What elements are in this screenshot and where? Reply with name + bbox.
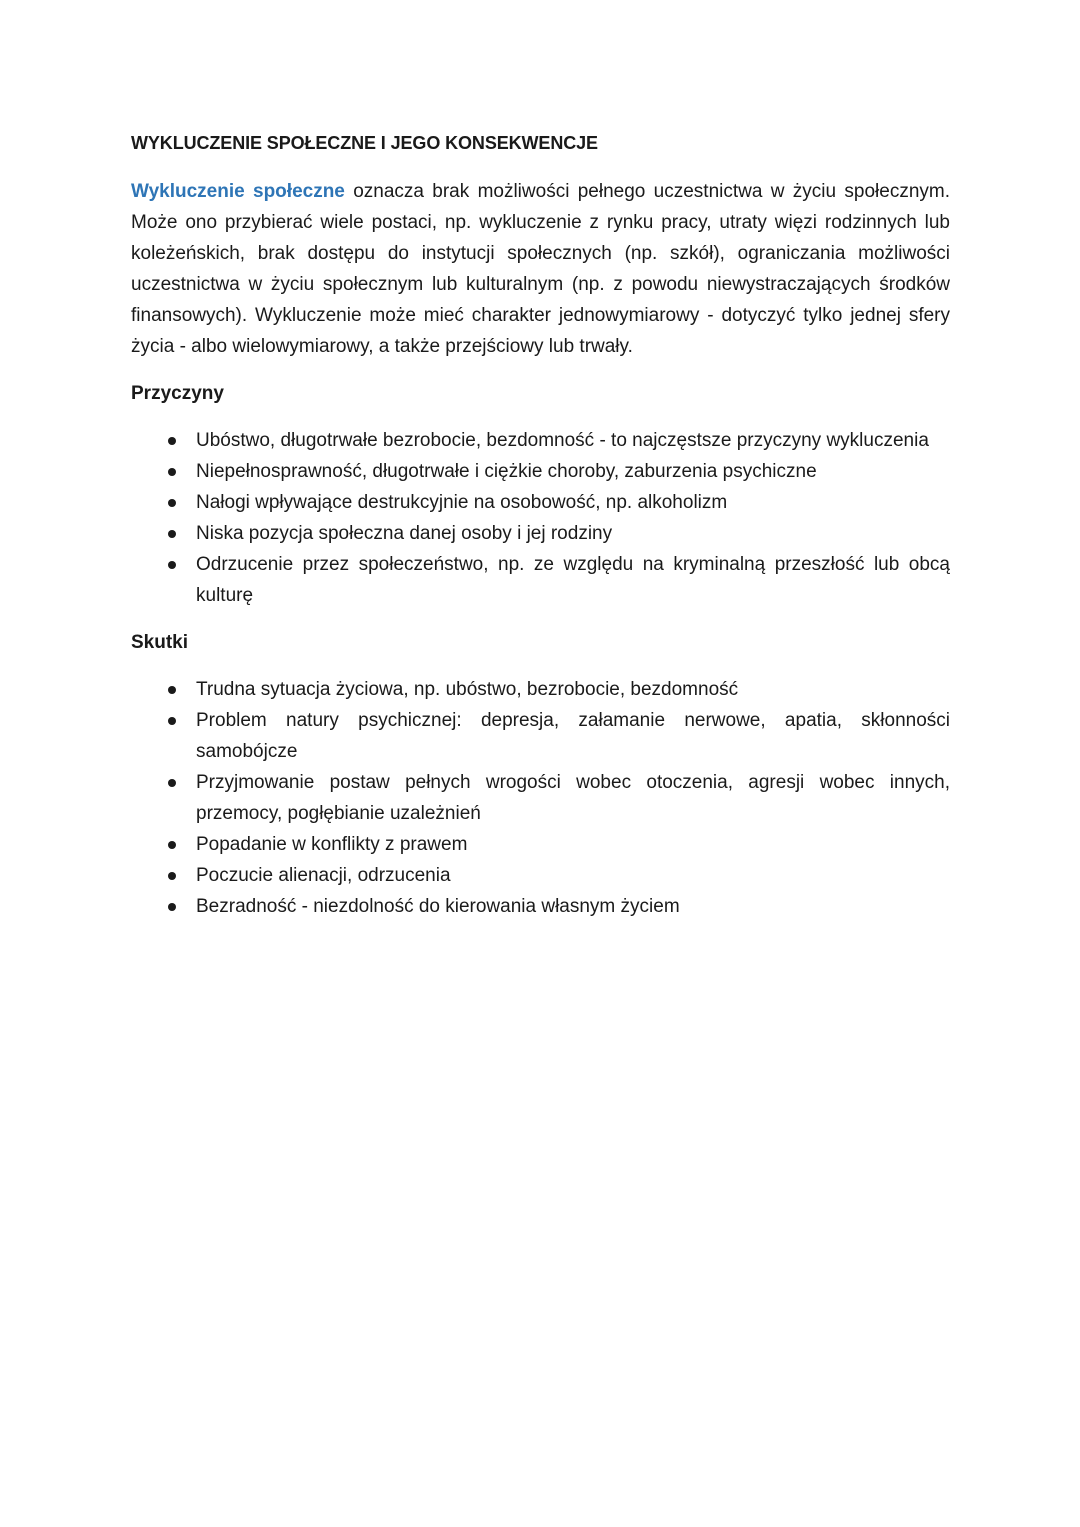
causes-heading: Przyczyny bbox=[131, 383, 224, 404]
list-item-text: Nałogi wpływające destrukcyjnie na osobowość, np. alkoholizm bbox=[196, 492, 728, 513]
list-item bbox=[131, 767, 950, 829]
list-item-text: Niska pozycja społeczna danej osoby i jej rodziny bbox=[196, 523, 613, 544]
document-title: WYKLUCZENIE SPOŁECZNE I JEGO KONSEKWENCJE bbox=[131, 133, 598, 153]
effects-list bbox=[131, 674, 950, 922]
list-item bbox=[131, 487, 950, 518]
intro-paragraph bbox=[131, 176, 950, 362]
document-page bbox=[131, 128, 950, 938]
list-item-text: Odrzucenie przez społeczeństwo, np. ze względu na kryminalną przeszłość lub obcą kulturę bbox=[196, 554, 950, 606]
list-item-text: Popadanie w konflikty z prawem bbox=[196, 834, 468, 855]
intro-text: oznacza brak możliwości pełnego uczestnictwa w życiu społecznym. Może ono przybierać wiele postaci, np. wykluczenie z rynku pracy, utraty więzi rodzinnych lub koleżeńskich, brak dostępu do instytucji społecznych (np. szkół), ograniczania możliwości uczestnictwa w życiu społecznym lub kulturalnym (np. z powodu niewystraczających środków finansowych). Wykluczenie może mieć charakter jednowymiarowy - dotyczyć tylko jednej sfery życia - albo wielowymiarowy, a także przejściowy lub trwały. bbox=[131, 181, 950, 357]
list-item bbox=[131, 860, 950, 891]
list-item bbox=[131, 891, 950, 922]
bullet-icon bbox=[168, 468, 176, 476]
list-item bbox=[131, 456, 950, 487]
effects-heading: Skutki bbox=[131, 632, 189, 653]
bullet-icon bbox=[168, 561, 176, 569]
key-term: Wykluczenie społeczne bbox=[131, 181, 345, 202]
list-item bbox=[131, 829, 950, 860]
list-item-text: Trudna sytuacja życiowa, np. ubóstwo, bezrobocie, bezdomność bbox=[196, 679, 739, 700]
bullet-icon bbox=[168, 779, 176, 787]
list-item-text: Ubóstwo, długotrwałe bezrobocie, bezdomność - to najczęstsze przyczyny wykluczenia bbox=[196, 430, 929, 451]
list-item bbox=[131, 674, 950, 705]
bullet-icon bbox=[168, 872, 176, 880]
list-item bbox=[131, 425, 950, 456]
bullet-icon bbox=[168, 717, 176, 725]
causes-list bbox=[131, 425, 950, 611]
bullet-icon bbox=[168, 686, 176, 694]
list-item-text: Bezradność - niezdolność do kierowania własnym życiem bbox=[196, 896, 680, 917]
list-item bbox=[131, 549, 950, 611]
list-item bbox=[131, 518, 950, 549]
list-item-text: Niepełnosprawność, długotrwałe i ciężkie choroby, zaburzenia psychiczne bbox=[196, 461, 817, 482]
bullet-icon bbox=[168, 437, 176, 445]
list-item-text: Problem natury psychicznej: depresja, załamanie nerwowe, apatia, skłonności samobójcze bbox=[196, 710, 950, 762]
list-item-text: Przyjmowanie postaw pełnych wrogości wobec otoczenia, agresji wobec innych, przemocy, pogłębianie uzależnień bbox=[196, 772, 950, 824]
list-item-text: Poczucie alienacji, odrzucenia bbox=[196, 865, 451, 886]
bullet-icon bbox=[168, 530, 176, 538]
bullet-icon bbox=[168, 841, 176, 849]
list-item bbox=[131, 705, 950, 767]
bullet-icon bbox=[168, 499, 176, 507]
bullet-icon bbox=[168, 903, 176, 911]
